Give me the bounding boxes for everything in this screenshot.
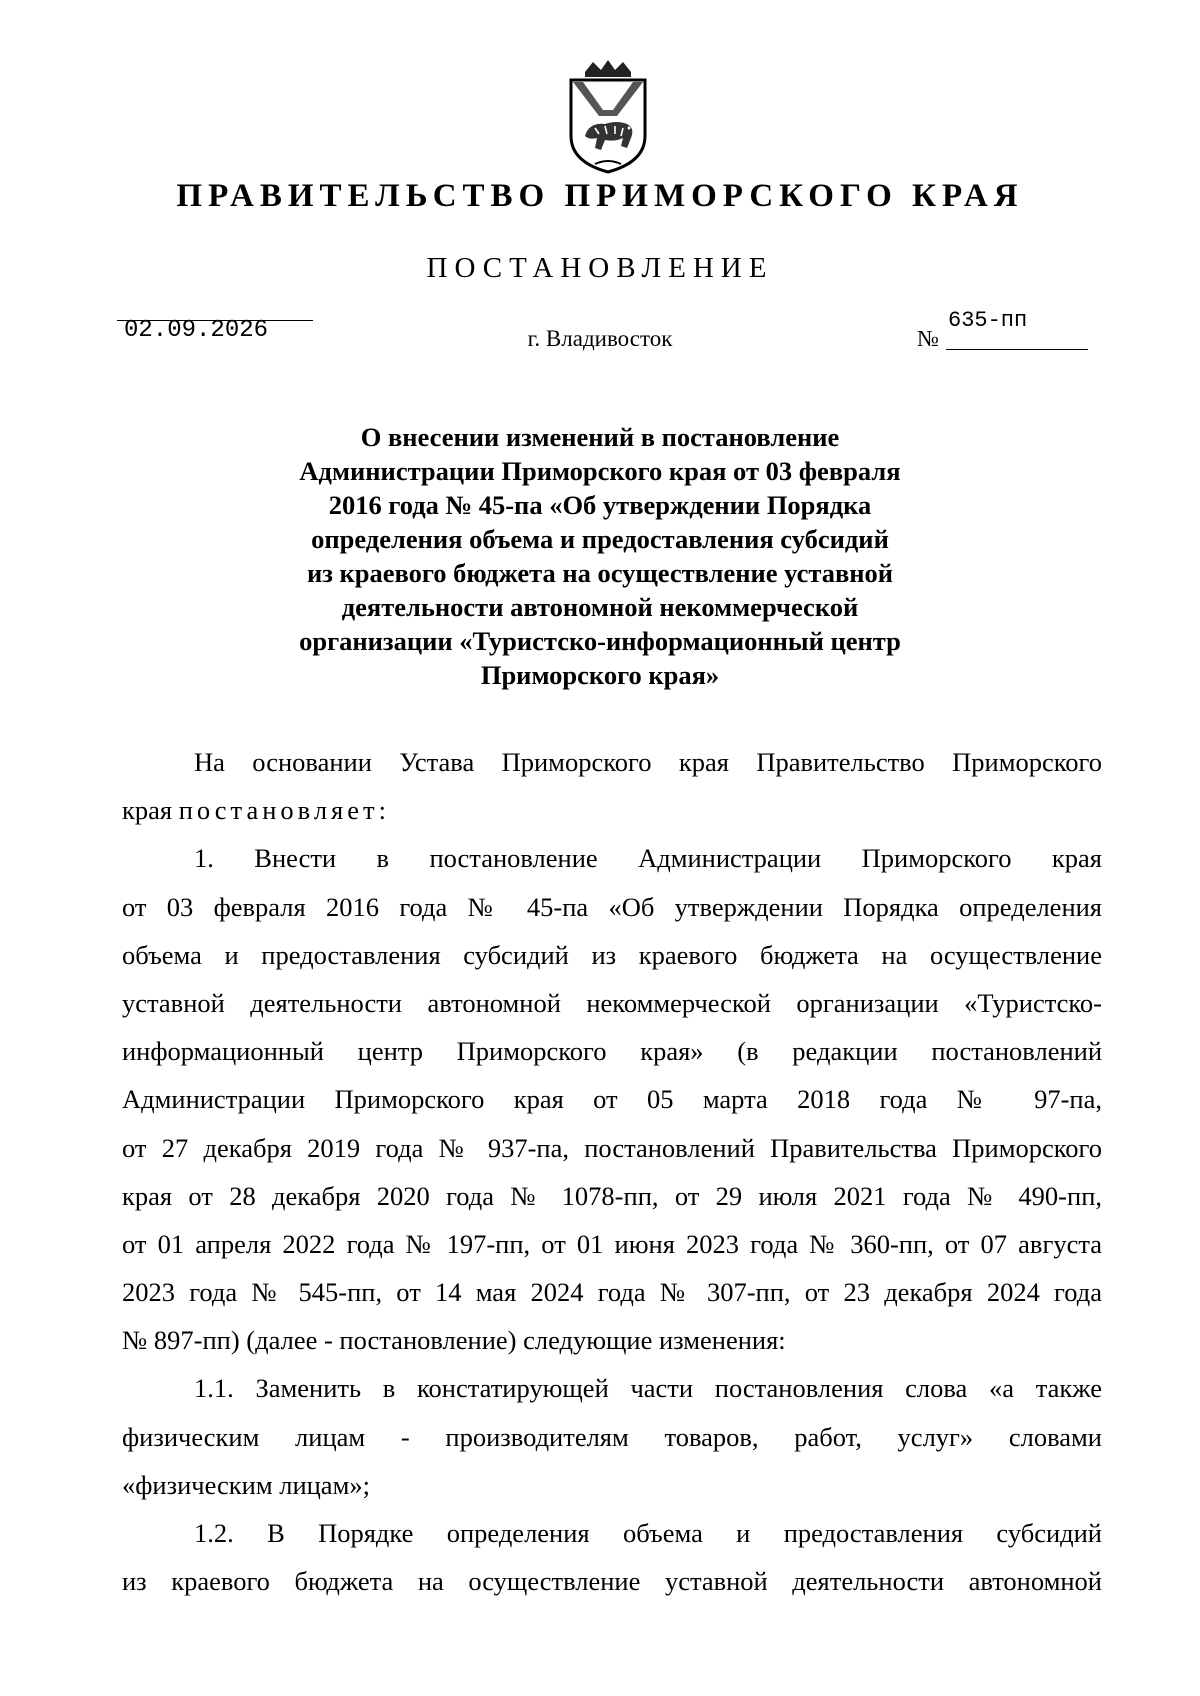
body-line: от 01 апреля 2022 года № 197-пп, от 01 июня 2023 года № 360-пп, от 07 августа bbox=[122, 1228, 1102, 1259]
date-underline bbox=[117, 320, 313, 321]
subject-line: определения объема и предоставления субсидий bbox=[311, 524, 889, 554]
document-date: 02.09.2026 bbox=[124, 317, 269, 344]
number-sign: № bbox=[917, 326, 939, 351]
coat-of-arms-emblem bbox=[565, 58, 651, 176]
subject-line: из краевого бюджета на осуществление уставной bbox=[306, 558, 894, 588]
body-line: «физическим лицам»; bbox=[122, 1469, 370, 1500]
body-line: 1. Внести в постановление Администрации Приморского края bbox=[194, 843, 1102, 874]
subject-line: организации «Туристско-информационный центр bbox=[299, 626, 901, 656]
body-word: края bbox=[122, 795, 173, 826]
document-type-heading: ПОСТАНОВЛЕНИЕ bbox=[426, 252, 774, 284]
body-line: из краевого бюджета на осуществление уставной деятельности автономной bbox=[122, 1566, 1102, 1597]
subject-line: деятельности автономной некоммерческой bbox=[341, 592, 859, 622]
number-underline bbox=[946, 349, 1088, 350]
document-body bbox=[122, 738, 1102, 1605]
body-line: № 897-пп) (далее - постановление) следующие изменения: bbox=[122, 1325, 786, 1356]
body-line: Администрации Приморского края от 05 марта 2018 года № 97-па, bbox=[122, 1084, 1102, 1115]
body-line: объема и предоставления субсидий из краевого бюджета на осуществление bbox=[122, 939, 1102, 970]
body-line: 2023 года № 545-пп, от 14 мая 2024 года № 307-пп, от 23 декабря 2024 года bbox=[122, 1277, 1102, 1308]
subject-line: Администрации Приморского края от 03 февраля bbox=[299, 456, 901, 486]
body-line: от 27 декабря 2019 года № 937-па, постановлений Правительства Приморского bbox=[122, 1132, 1102, 1163]
body-line: 1.2. В Порядке определения объема и предоставления субсидий bbox=[194, 1518, 1102, 1548]
document-subject bbox=[0, 420, 1200, 692]
body-line: На основании Устава Приморского края Правительство Приморского bbox=[194, 747, 1102, 777]
document-number: 635-пп bbox=[948, 308, 1028, 333]
body-line: информационный центр Приморского края» (в редакции постановлений bbox=[122, 1036, 1102, 1067]
body-line: уставной деятельности автономной некоммерческой организации «Туристско- bbox=[122, 987, 1102, 1018]
subject-line: Приморского края» bbox=[480, 660, 720, 690]
body-spaced-word: постановляет: bbox=[178, 795, 390, 826]
subject-line: 2016 года № 45-па «Об утверждении Порядка bbox=[328, 490, 872, 520]
government-title: ПРАВИТЕЛЬСТВО ПРИМОРСКОГО КРАЯ bbox=[176, 178, 1024, 214]
subject-line: О внесении изменений в постановление bbox=[360, 422, 840, 452]
body-line: от 03 февраля 2016 года № 45-па «Об утверждении Порядка определения bbox=[122, 891, 1102, 922]
body-line bbox=[122, 786, 1102, 834]
body-line: физическим лицам - производителям товаров, работ, услуг» словами bbox=[122, 1421, 1102, 1452]
body-line: 1.1. Заменить в констатирующей части постановления слова «а также bbox=[194, 1373, 1102, 1404]
body-line: края от 28 декабря 2020 года № 1078-пп, от 29 июля 2021 года № 490-пп, bbox=[122, 1180, 1102, 1211]
document-city: г. Владивосток bbox=[527, 326, 673, 351]
